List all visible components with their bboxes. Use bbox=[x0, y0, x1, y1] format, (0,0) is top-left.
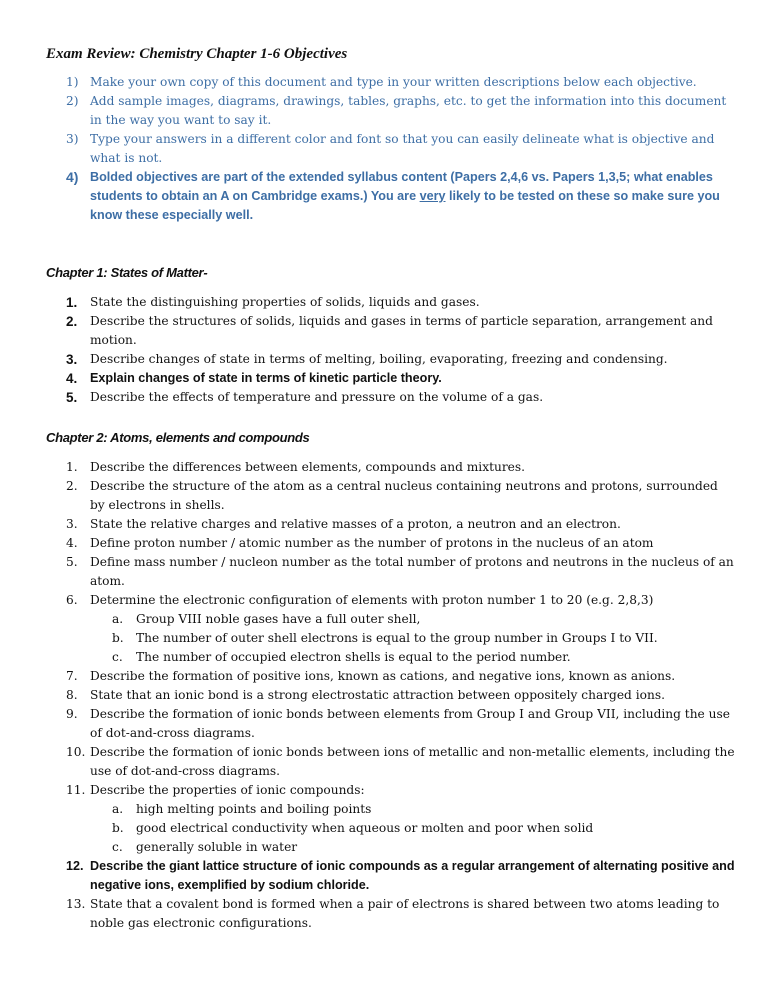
list-number: 12. bbox=[66, 859, 84, 873]
document-title: Exam Review: Chemistry Chapter 1-6 Objectives bbox=[46, 46, 348, 62]
objective-text: Describe the effects of temperature and pressure on the volume of a gas. bbox=[90, 390, 544, 404]
objective-item bbox=[46, 895, 736, 933]
sub-letter: c. bbox=[112, 650, 123, 664]
objective-item bbox=[46, 781, 736, 857]
objective-text: Describe the formation of positive ions, known as cations, and negative ions, known as anions. bbox=[90, 669, 676, 683]
list-number: 4. bbox=[66, 536, 78, 550]
chapter-1-objectives bbox=[46, 293, 736, 407]
objective-text: Explain changes of state in terms of kinetic particle theory. bbox=[90, 371, 442, 385]
sub-letter: b. bbox=[112, 821, 124, 835]
list-number: 10. bbox=[66, 745, 86, 759]
list-number: 5. bbox=[66, 390, 78, 405]
list-number: 6. bbox=[66, 593, 78, 607]
objective-item bbox=[46, 591, 736, 667]
objective-text: Describe the formation of ionic bonds between ions of metallic and non-metallic elements, including the use of dot-and-cross diagrams. bbox=[90, 745, 735, 778]
objective-item bbox=[46, 743, 736, 781]
sub-list bbox=[90, 610, 736, 667]
list-number: 8. bbox=[66, 688, 78, 702]
objective-item bbox=[46, 350, 736, 369]
sub-text: The number of occupied electron shells is equal to the period number. bbox=[136, 650, 571, 664]
list-number: 5. bbox=[66, 555, 78, 569]
instructions-list bbox=[46, 73, 736, 225]
sub-item bbox=[90, 819, 736, 838]
instruction-text: likely to be tested on these so make sure you know these especially well. bbox=[90, 189, 720, 222]
objective-item bbox=[46, 293, 736, 312]
objective-text: State the distinguishing properties of solids, liquids and gases. bbox=[90, 295, 480, 309]
instruction-item bbox=[46, 130, 736, 168]
list-number: 3) bbox=[66, 132, 79, 146]
objective-text: Describe the structures of solids, liquids and gases in terms of particle separation, arrangement and motion. bbox=[90, 314, 713, 347]
objective-text: Describe the structure of the atom as a central nucleus containing neutrons and protons, surrounded by electrons in shells. bbox=[90, 479, 718, 512]
sub-text: generally soluble in water bbox=[136, 840, 298, 854]
list-number: 4. bbox=[66, 371, 78, 386]
chapter-1-heading: Chapter 1: States of Matter- bbox=[46, 265, 208, 280]
sub-item bbox=[90, 610, 736, 629]
list-number: 9. bbox=[66, 707, 78, 721]
list-number: 1. bbox=[66, 295, 78, 310]
objective-item bbox=[46, 515, 736, 534]
objective-text: Define proton number / atomic number as the number of protons in the nucleus of an atom bbox=[90, 536, 654, 550]
list-number: 2. bbox=[66, 314, 78, 329]
underlined-word: very bbox=[419, 189, 446, 203]
objective-item bbox=[46, 534, 736, 553]
objective-text: Describe the giant lattice structure of ionic compounds as a regular arrangement of alternating positive and negative ions, exemplified by sodium chloride. bbox=[90, 859, 735, 892]
chapter-2-objectives bbox=[46, 458, 736, 933]
list-number: 2) bbox=[66, 94, 79, 108]
objective-item-bold bbox=[46, 857, 736, 895]
sub-text: high melting points and boiling points bbox=[136, 802, 372, 816]
sub-text: Group VIII noble gases have a full outer shell, bbox=[136, 612, 421, 626]
list-number: 7. bbox=[66, 669, 78, 683]
objective-text: State that a covalent bond is formed when a pair of electrons is shared between two atoms leading to noble gas electronic configurations. bbox=[90, 897, 720, 930]
list-number: 13. bbox=[66, 897, 86, 911]
instruction-text: Bolded objectives are part of the extended syllabus content (Papers 2,4,6 vs. Papers 1,3,5; what enables students to obtain an A on Cambridge exams.) You are bbox=[90, 170, 713, 203]
objective-text: Describe the formation of ionic bonds between elements from Group I and Group VII, including the use of dot-and-cross diagrams. bbox=[90, 707, 730, 740]
list-number: 3. bbox=[66, 352, 78, 367]
list-number: 2. bbox=[66, 479, 78, 493]
objective-item bbox=[46, 388, 736, 407]
instruction-text: Add sample images, diagrams, drawings, tables, graphs, etc. to get the information into this document in the way you want to say it. bbox=[90, 94, 727, 127]
objective-item bbox=[46, 705, 736, 743]
objective-item bbox=[46, 458, 736, 477]
sub-letter: b. bbox=[112, 631, 124, 645]
objective-text: State the relative charges and relative masses of a proton, a neutron and an electron. bbox=[90, 517, 621, 531]
list-number: 3. bbox=[66, 517, 78, 531]
objective-text: Describe the properties of ionic compounds: bbox=[90, 783, 365, 797]
sub-item bbox=[90, 648, 736, 667]
objective-item bbox=[46, 667, 736, 686]
objective-text: Determine the electronic configuration of elements with proton number 1 to 20 (e.g. 2,8,3) bbox=[90, 593, 654, 607]
sub-text: good electrical conductivity when aqueous or molten and poor when solid bbox=[136, 821, 594, 835]
objective-text: Describe changes of state in terms of melting, boiling, evaporating, freezing and condensing. bbox=[90, 352, 668, 366]
sub-item bbox=[90, 800, 736, 819]
instruction-item-bold bbox=[46, 168, 736, 225]
sub-item bbox=[90, 838, 736, 857]
objective-item-bold bbox=[46, 369, 736, 388]
sub-letter: a. bbox=[112, 802, 124, 816]
sub-text: The number of outer shell electrons is equal to the group number in Groups I to VII. bbox=[136, 631, 658, 645]
list-number: 1. bbox=[66, 460, 78, 474]
objective-item bbox=[46, 312, 736, 350]
list-number: 1) bbox=[66, 75, 79, 89]
chapter-2-heading: Chapter 2: Atoms, elements and compounds bbox=[46, 430, 310, 445]
objective-item bbox=[46, 686, 736, 705]
sub-list bbox=[90, 800, 736, 857]
instruction-item bbox=[46, 73, 736, 92]
objective-text: Define mass number / nucleon number as the total number of protons and neutrons in the nucleus of an atom. bbox=[90, 555, 734, 588]
instruction-text: Type your answers in a different color and font so that you can easily delineate what is objective and what is not. bbox=[90, 132, 715, 165]
sub-letter: a. bbox=[112, 612, 124, 626]
objective-text: State that an ionic bond is a strong electrostatic attraction between oppositely charged ions. bbox=[90, 688, 665, 702]
list-number: 4) bbox=[66, 169, 79, 185]
objective-item bbox=[46, 477, 736, 515]
sub-letter: c. bbox=[112, 840, 123, 854]
sub-item bbox=[90, 629, 736, 648]
instruction-text: Make your own copy of this document and type in your written descriptions below each objective. bbox=[90, 75, 697, 89]
instruction-item bbox=[46, 92, 736, 130]
objective-text: Describe the differences between elements, compounds and mixtures. bbox=[90, 460, 525, 474]
objective-item bbox=[46, 553, 736, 591]
list-number: 11. bbox=[66, 783, 86, 797]
